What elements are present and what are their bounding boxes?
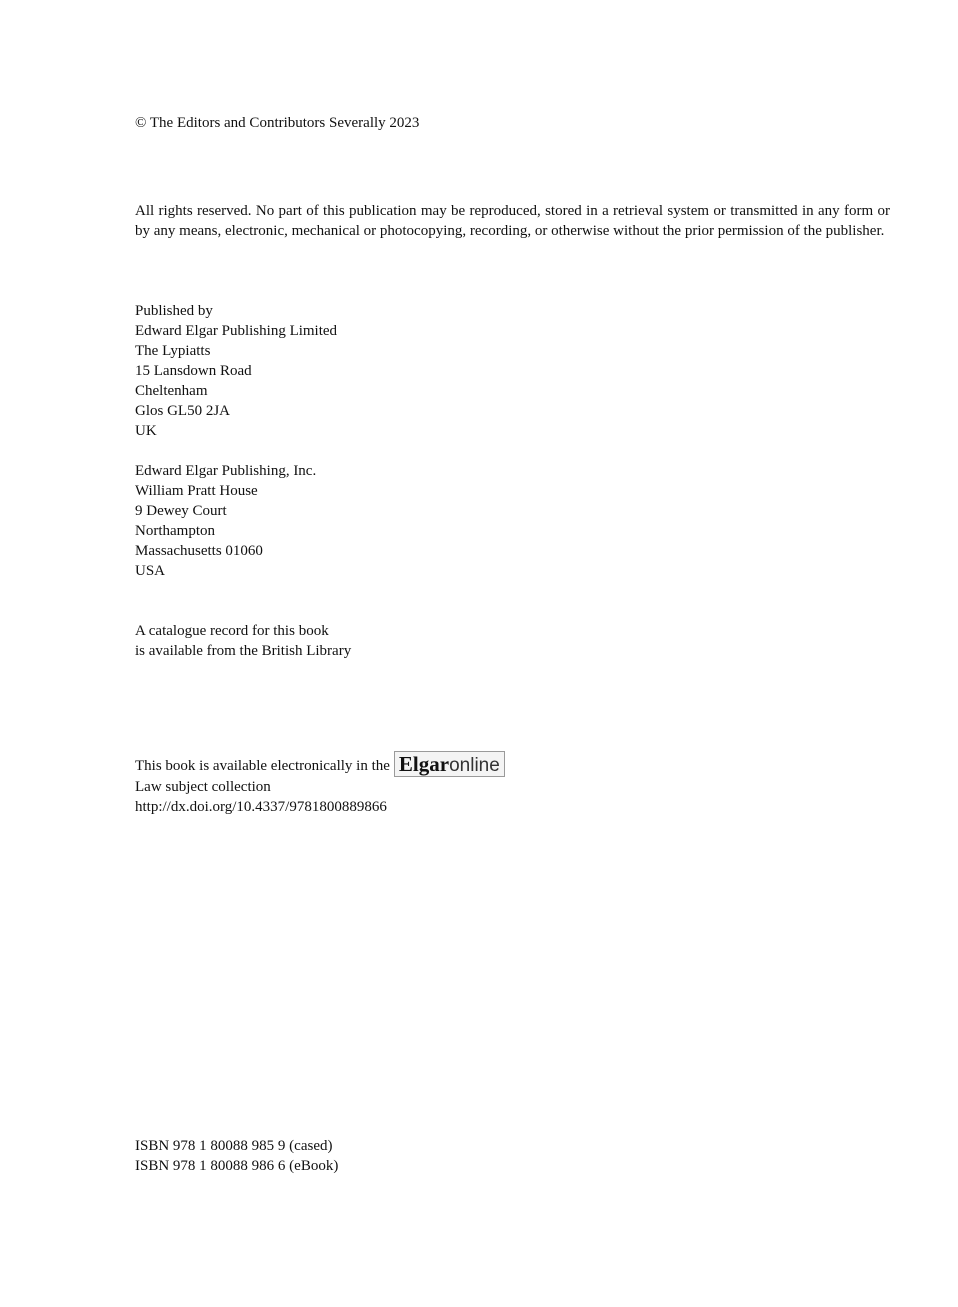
isbn-line: ISBN 978 1 80088 985 9 (cased)	[135, 1138, 333, 1154]
logo-bold-text: Elgar	[398, 751, 450, 776]
catalogue-record	[135, 621, 890, 661]
isbn-block	[135, 1136, 890, 1176]
electronic-lead-text: This book is available electronically in the	[135, 758, 390, 774]
catalogue-line: is available from the British Library	[135, 643, 352, 659]
electronic-line-1	[135, 751, 890, 777]
address-line: Northampton	[135, 523, 215, 539]
address-line: USA	[135, 563, 166, 579]
logo-light-text: online	[449, 754, 500, 776]
collection-line: Law subject collection	[135, 778, 271, 795]
address-line: Cheltenham	[135, 383, 208, 399]
rights-statement: All rights reserved. No part of this publication may be reproduced, stored in a retrieval system or transmitted in any form or by any means, electronic, mechanical or photocopying, recording, or otherwise without the prior permission of the publisher.	[135, 203, 890, 239]
address-line: Published by	[135, 303, 213, 319]
electronic-availability	[135, 751, 890, 817]
address-line: Edward Elgar Publishing Limited	[135, 323, 338, 339]
address-line: 15 Lansdown Road	[135, 363, 252, 379]
catalogue-line: A catalogue record for this book	[135, 623, 329, 639]
copyright-line: © The Editors and Contributors Severally 2023	[135, 115, 420, 131]
address-line: Edward Elgar Publishing, Inc.	[135, 463, 317, 479]
doi-link[interactable]: http://dx.doi.org/10.4337/9781800889866	[135, 798, 387, 815]
address-line: Glos GL50 2JA	[135, 403, 231, 419]
elgaronline-logo	[394, 751, 505, 777]
publisher-us-address	[135, 461, 890, 581]
address-line: The Lypiatts	[135, 343, 211, 359]
publisher-uk-address	[135, 301, 890, 441]
address-line: William Pratt House	[135, 483, 258, 499]
copyright-notice	[135, 113, 890, 133]
address-line: 9 Dewey Court	[135, 503, 227, 519]
address-line: UK	[135, 423, 157, 439]
address-line: Massachusetts 01060	[135, 543, 263, 559]
isbn-line: ISBN 978 1 80088 986 6 (eBook)	[135, 1158, 339, 1174]
